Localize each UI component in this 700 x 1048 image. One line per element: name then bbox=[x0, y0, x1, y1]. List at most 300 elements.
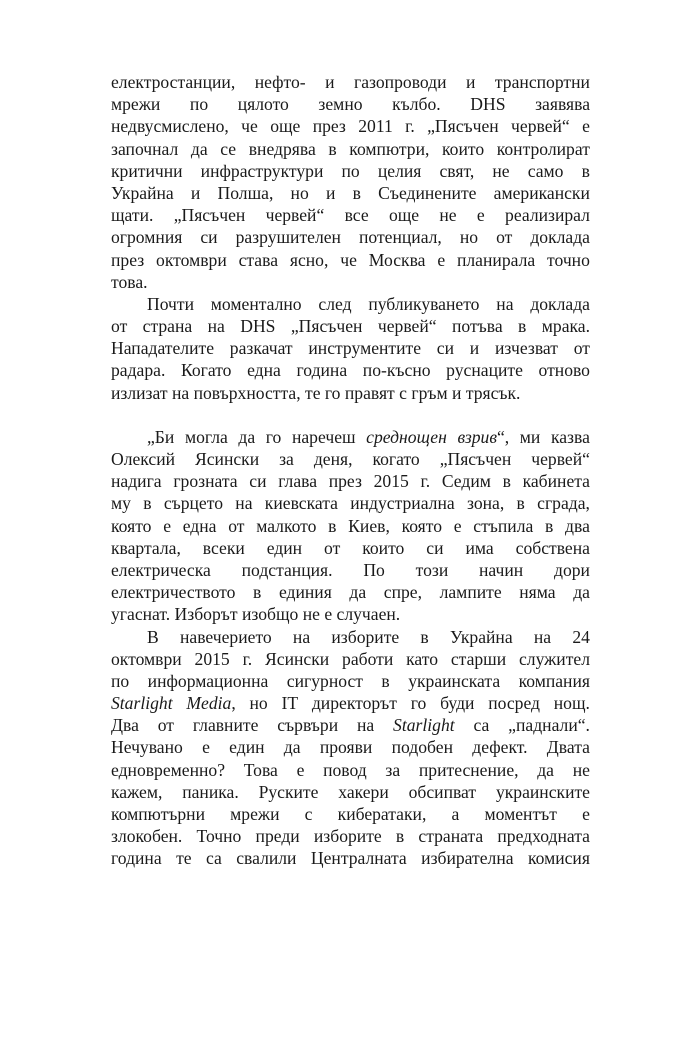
word: един bbox=[229, 737, 265, 758]
word: земно bbox=[318, 94, 363, 115]
text-line bbox=[111, 315, 590, 337]
text-line bbox=[111, 426, 590, 448]
word: още bbox=[270, 116, 301, 137]
text-line: излизат на повърхността, те го правят с гръм и трясък. bbox=[111, 382, 521, 403]
word: надига bbox=[111, 471, 162, 492]
word: Точно bbox=[196, 826, 242, 847]
word: г. bbox=[420, 471, 431, 492]
word: и bbox=[190, 182, 201, 203]
book-page bbox=[111, 71, 590, 870]
word: транспортни bbox=[494, 72, 590, 92]
word bbox=[411, 692, 427, 714]
word: руснаците bbox=[446, 360, 523, 381]
italic-phrase: взрив bbox=[457, 426, 497, 447]
word: едновременно? bbox=[111, 759, 226, 780]
word: в bbox=[143, 493, 152, 514]
word: заявява bbox=[535, 94, 590, 115]
word: да bbox=[283, 737, 301, 758]
word: а bbox=[451, 804, 460, 824]
word: обсипват bbox=[408, 781, 477, 802]
text-line bbox=[111, 847, 590, 869]
word: свалили bbox=[236, 848, 297, 869]
text-line bbox=[111, 470, 590, 492]
word: спре, bbox=[383, 582, 422, 603]
word: компания bbox=[518, 670, 590, 691]
word: че bbox=[340, 249, 357, 270]
word: недвусмислено, bbox=[111, 116, 229, 137]
word: червей“ bbox=[511, 116, 570, 137]
word: една bbox=[182, 515, 217, 536]
word: 2011 bbox=[358, 116, 393, 137]
word bbox=[111, 692, 173, 714]
word: от bbox=[573, 338, 590, 359]
word: му bbox=[111, 493, 131, 514]
word: в bbox=[328, 515, 337, 536]
word: хакери bbox=[338, 781, 389, 802]
word: избирателна bbox=[421, 848, 514, 869]
word bbox=[473, 714, 489, 736]
text-line bbox=[111, 93, 590, 115]
word bbox=[357, 714, 374, 736]
text-line: угаснат. Изборът изобщо не е случаен. bbox=[111, 604, 401, 625]
word: в bbox=[381, 670, 390, 691]
word bbox=[292, 426, 356, 448]
word: но bbox=[290, 182, 309, 203]
word: комисия bbox=[527, 848, 590, 869]
word: разрушителен bbox=[235, 227, 341, 248]
word: лампите bbox=[439, 582, 502, 603]
word: е bbox=[296, 759, 305, 780]
word: един bbox=[266, 537, 303, 558]
word: електростанции, bbox=[111, 72, 236, 92]
word: червей“ bbox=[265, 205, 325, 226]
word: моментът bbox=[484, 804, 557, 824]
word: повод bbox=[323, 759, 367, 780]
word: в bbox=[420, 626, 429, 647]
word: предходната bbox=[497, 826, 590, 847]
word: украинската bbox=[408, 670, 501, 691]
italic-phrase: Starlight bbox=[111, 693, 173, 714]
text-line bbox=[111, 492, 590, 514]
word: и bbox=[325, 182, 336, 203]
word: ясно, bbox=[289, 249, 329, 270]
word: малкото bbox=[256, 515, 317, 536]
text-line bbox=[111, 226, 590, 248]
word bbox=[393, 714, 455, 736]
word: критични bbox=[111, 160, 183, 181]
text-line: това. bbox=[111, 271, 148, 292]
word: прояви bbox=[319, 737, 373, 758]
text-line bbox=[111, 115, 590, 137]
word: доклада bbox=[530, 227, 590, 248]
word bbox=[366, 426, 447, 448]
text-segment: , bbox=[231, 693, 236, 714]
word: по-късно bbox=[362, 360, 431, 381]
text-line bbox=[111, 736, 590, 758]
word: Олексий bbox=[111, 449, 176, 469]
text-segment: “, bbox=[496, 426, 510, 447]
word: в bbox=[518, 316, 527, 337]
word: Когато bbox=[181, 360, 232, 381]
word bbox=[147, 426, 174, 448]
word: служител bbox=[518, 648, 590, 669]
word: все bbox=[344, 205, 369, 226]
word: радара. bbox=[111, 360, 166, 381]
text-segment: наречеш bbox=[291, 426, 356, 447]
text-line bbox=[111, 293, 590, 315]
word: Съединените bbox=[378, 182, 477, 203]
word: от bbox=[111, 316, 128, 337]
word: моментално bbox=[210, 293, 302, 314]
word: всеки bbox=[202, 537, 245, 558]
word: цялото bbox=[237, 94, 289, 115]
word bbox=[249, 692, 267, 714]
word: Москва bbox=[368, 249, 426, 270]
word: инфраструктури bbox=[200, 160, 324, 181]
word: украинските bbox=[495, 781, 590, 802]
word: този bbox=[415, 559, 449, 580]
word: и bbox=[325, 72, 335, 92]
word: в bbox=[502, 471, 511, 492]
word: като bbox=[406, 648, 439, 669]
text-segment: сървъри bbox=[277, 715, 339, 736]
text-segment: посред bbox=[488, 693, 540, 714]
word: Нечувано bbox=[111, 737, 183, 758]
word: свят, bbox=[439, 160, 475, 181]
word bbox=[554, 692, 590, 714]
word: не bbox=[492, 160, 510, 181]
text-segment: главните bbox=[192, 715, 259, 736]
word: точно bbox=[547, 249, 590, 270]
word: 2015 bbox=[194, 648, 230, 669]
word: има bbox=[465, 537, 494, 558]
word: навечерието bbox=[179, 626, 272, 647]
text-line bbox=[111, 670, 590, 692]
word: в bbox=[328, 138, 337, 159]
word: не bbox=[439, 205, 457, 226]
word: в bbox=[253, 582, 262, 603]
word: DHS bbox=[240, 316, 276, 337]
word: паника. bbox=[182, 781, 239, 802]
text-segment: директорът bbox=[311, 693, 397, 714]
paragraph bbox=[111, 626, 590, 870]
word: по bbox=[189, 94, 209, 115]
word: става bbox=[238, 249, 278, 270]
word: започнал bbox=[111, 138, 179, 159]
section-break bbox=[111, 404, 590, 426]
italic-phrase: Media bbox=[186, 693, 232, 714]
text-segment: са bbox=[473, 715, 490, 736]
paragraph bbox=[111, 293, 590, 404]
word bbox=[312, 692, 397, 714]
word: е bbox=[437, 249, 446, 270]
word: но bbox=[459, 227, 479, 248]
word: В bbox=[147, 626, 159, 647]
word: „Пясъчен bbox=[439, 449, 512, 469]
word: Полша, bbox=[217, 182, 274, 203]
word: са bbox=[205, 848, 222, 869]
word: да bbox=[537, 759, 554, 780]
word: по bbox=[111, 670, 130, 691]
word: че bbox=[241, 116, 258, 137]
word bbox=[457, 426, 509, 448]
word: да bbox=[190, 138, 208, 159]
italic-phrase: среднощен bbox=[366, 426, 447, 447]
word bbox=[508, 714, 590, 736]
word: индустриална bbox=[350, 493, 455, 514]
word: е bbox=[582, 804, 590, 824]
word: притеснение, bbox=[418, 759, 519, 780]
word: мрака. bbox=[541, 316, 590, 337]
word: Украйна bbox=[111, 182, 174, 203]
word: няма bbox=[519, 582, 556, 603]
word: преди bbox=[255, 826, 300, 847]
word: година bbox=[296, 360, 348, 381]
word: Двата bbox=[546, 737, 590, 758]
word: планирала bbox=[456, 249, 536, 270]
word bbox=[520, 426, 541, 448]
text-segment: казва bbox=[550, 426, 590, 447]
word bbox=[277, 714, 338, 736]
word: реализирал bbox=[505, 205, 590, 226]
word: инструментите bbox=[308, 338, 422, 359]
word: компютри, bbox=[349, 138, 430, 159]
text-segment: IT bbox=[281, 693, 299, 714]
word: на bbox=[235, 493, 253, 514]
italic-phrase: Starlight bbox=[393, 715, 455, 736]
word: Нападателите bbox=[111, 338, 215, 359]
word bbox=[266, 426, 282, 448]
word: разкачат bbox=[229, 338, 293, 359]
word: която bbox=[111, 515, 152, 536]
word: които bbox=[362, 537, 405, 558]
word: сърцето bbox=[163, 493, 223, 514]
word bbox=[440, 692, 474, 714]
word: целия bbox=[377, 160, 422, 181]
word: газопроводи bbox=[354, 72, 447, 92]
word: само bbox=[527, 160, 564, 181]
word: е bbox=[163, 515, 171, 536]
text-segment: ми bbox=[519, 426, 541, 447]
word: „Пясъчен bbox=[173, 205, 246, 226]
word: доклада bbox=[530, 293, 590, 314]
word: година bbox=[111, 848, 162, 869]
word: изчезват bbox=[494, 338, 558, 359]
word: изборите bbox=[331, 626, 400, 647]
word: единия bbox=[278, 582, 332, 603]
word: потъва bbox=[451, 316, 503, 337]
text-segment: буди bbox=[440, 693, 475, 714]
word: Руските bbox=[258, 781, 319, 802]
word: дори bbox=[554, 559, 590, 580]
word: злокобен. bbox=[111, 826, 183, 847]
text-line bbox=[111, 714, 590, 736]
text-line bbox=[111, 337, 590, 359]
word: е bbox=[453, 515, 462, 536]
word: старши bbox=[450, 648, 507, 669]
word: сграда, bbox=[537, 493, 590, 514]
word: зона, bbox=[466, 493, 505, 514]
word: в bbox=[395, 826, 405, 847]
text-line bbox=[111, 160, 590, 182]
word: Ясински bbox=[195, 449, 260, 469]
word: е bbox=[582, 116, 590, 137]
word: подобен bbox=[391, 737, 453, 758]
text-line bbox=[111, 138, 590, 160]
word: „Пясъчен bbox=[290, 316, 363, 337]
word: в bbox=[545, 515, 554, 536]
word: електричеството bbox=[111, 582, 236, 603]
word: дефект. bbox=[472, 737, 528, 758]
word: два bbox=[565, 515, 590, 536]
text-line bbox=[111, 182, 590, 204]
word: си bbox=[249, 471, 267, 492]
word: през bbox=[328, 471, 362, 492]
word: не bbox=[572, 759, 590, 780]
word: Това bbox=[243, 759, 278, 780]
text-line bbox=[111, 559, 590, 581]
text-segment: Два bbox=[111, 715, 139, 736]
word: Ясински bbox=[265, 648, 330, 669]
text-segment: „паднали“. bbox=[508, 715, 590, 736]
text-segment: но bbox=[249, 693, 268, 714]
word bbox=[158, 714, 174, 736]
word: киевската bbox=[264, 493, 338, 514]
word: е bbox=[476, 205, 485, 226]
word: си bbox=[436, 338, 455, 359]
word: 2015 bbox=[373, 471, 409, 492]
word: в bbox=[516, 493, 525, 514]
word: и bbox=[469, 338, 480, 359]
word: да bbox=[573, 582, 590, 603]
text-line bbox=[111, 626, 590, 648]
word: още bbox=[388, 205, 420, 226]
word bbox=[238, 426, 255, 448]
word: Киев, bbox=[348, 515, 390, 536]
text-line bbox=[111, 692, 590, 714]
text-line bbox=[111, 803, 590, 825]
word: кажем, bbox=[111, 781, 163, 802]
word bbox=[186, 692, 235, 714]
word: страна bbox=[142, 316, 193, 337]
text-line bbox=[111, 781, 590, 803]
word: Седим bbox=[441, 471, 491, 492]
word: на bbox=[533, 626, 552, 647]
text-line bbox=[111, 515, 590, 537]
text-line bbox=[111, 448, 590, 470]
word bbox=[193, 714, 259, 736]
paragraph bbox=[111, 71, 590, 293]
word: в bbox=[581, 160, 590, 181]
word: на bbox=[207, 316, 225, 337]
word: в bbox=[352, 182, 361, 203]
word: публикуването bbox=[368, 293, 480, 314]
word: и bbox=[466, 72, 476, 92]
word: си bbox=[200, 227, 218, 248]
text-line bbox=[111, 71, 590, 93]
word: мрежи bbox=[111, 94, 161, 115]
word: кибератаки, bbox=[337, 804, 427, 824]
word: да bbox=[349, 582, 367, 603]
word: потенциал, bbox=[358, 227, 442, 248]
word: глава bbox=[278, 471, 318, 492]
word: собствена bbox=[515, 537, 590, 558]
word bbox=[111, 714, 139, 736]
text-line bbox=[111, 359, 590, 381]
word: октомври bbox=[111, 648, 182, 669]
word: информационна bbox=[147, 670, 269, 691]
text-segment: на bbox=[356, 715, 375, 736]
text-segment: „Би bbox=[147, 426, 175, 447]
word: нефто- bbox=[254, 72, 306, 92]
text-line bbox=[111, 648, 590, 670]
word: компютърни bbox=[111, 804, 205, 824]
word: г. bbox=[405, 116, 415, 137]
word: за bbox=[279, 449, 294, 469]
word: червей“ bbox=[531, 449, 590, 469]
word: по bbox=[341, 160, 360, 181]
word: Централната bbox=[310, 848, 407, 869]
text-segment: от bbox=[157, 715, 174, 736]
word bbox=[488, 692, 540, 714]
word: отново bbox=[538, 360, 590, 381]
word: е bbox=[202, 737, 210, 758]
paragraph bbox=[111, 426, 590, 626]
word: на bbox=[292, 626, 311, 647]
text-line bbox=[111, 825, 590, 847]
word: на bbox=[496, 293, 514, 314]
text-segment: нощ. bbox=[553, 693, 590, 714]
word: грозната bbox=[173, 471, 238, 492]
text-segment: да bbox=[238, 426, 256, 447]
word: червей“ bbox=[377, 316, 437, 337]
word: страната bbox=[418, 826, 484, 847]
word: Почти bbox=[147, 293, 194, 314]
word: стъпила bbox=[473, 515, 534, 536]
word: от bbox=[228, 515, 245, 536]
word: за bbox=[385, 759, 401, 780]
word: се bbox=[220, 138, 237, 159]
word: По bbox=[363, 559, 385, 580]
word: си bbox=[426, 537, 444, 558]
word: внедрява bbox=[248, 138, 316, 159]
word: една bbox=[247, 360, 281, 381]
text-line bbox=[111, 249, 590, 271]
word bbox=[185, 426, 228, 448]
word: които bbox=[442, 138, 485, 159]
text-line bbox=[111, 759, 590, 781]
word: Украйна bbox=[449, 626, 513, 647]
text-line bbox=[111, 537, 590, 559]
word: 24 bbox=[572, 626, 590, 647]
word: кълбо. bbox=[392, 94, 441, 115]
text-segment: го bbox=[410, 693, 427, 714]
text-segment: го bbox=[265, 426, 282, 447]
word: деня, bbox=[313, 449, 353, 469]
word: кабинета bbox=[522, 471, 590, 492]
word: която bbox=[401, 515, 443, 536]
word: мрежи bbox=[230, 804, 280, 824]
word: щати. bbox=[111, 205, 154, 226]
word: изборите bbox=[313, 826, 382, 847]
word: г. bbox=[242, 648, 253, 669]
word: „Пясъчен bbox=[427, 116, 499, 137]
word: контролират bbox=[496, 138, 590, 159]
word: начин bbox=[479, 559, 524, 580]
word: с bbox=[304, 804, 313, 824]
text-line bbox=[111, 581, 590, 603]
word: огромния bbox=[111, 227, 183, 248]
